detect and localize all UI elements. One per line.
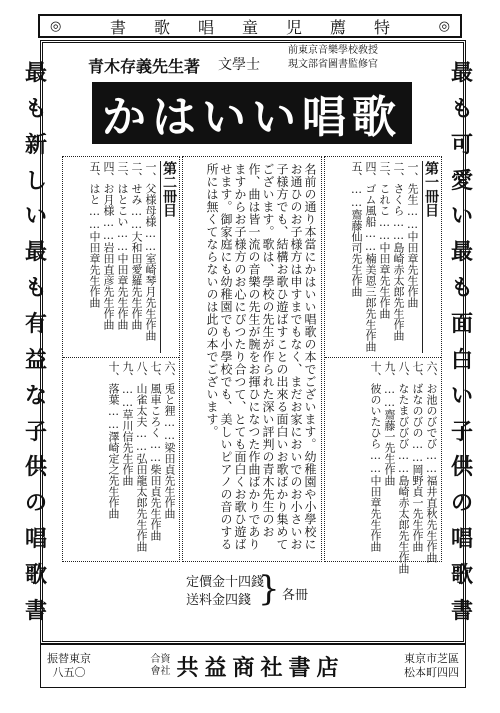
volume-label: 第一冊目	[422, 161, 437, 353]
track-item: 二、せみ……大和田愛羅先生作曲	[130, 161, 143, 330]
slogan-char: 面	[450, 311, 473, 338]
left-contents-panel	[62, 156, 180, 562]
vol2-bottom	[63, 357, 179, 563]
track-item: 六、兎と狸……梁田貞先生作曲	[163, 361, 176, 519]
slogan-char: も	[24, 275, 47, 302]
track-item: 五、はと……中田章先生作曲	[88, 161, 101, 308]
address-line: 東京市芝區	[403, 652, 459, 665]
description-text: 名前の通り本當にかはいい唱歌の本でございます。幼稚園や小學校にお通ひのお子様方は申すまでもなく、まだお家においでのお小さいお子様方でも、結構お歌ひ遊ばすことの出來る面白いお歌ばかり集めてございます。歌は、學校の先生が作られた深い評判の青木先生のお作、曲は皆一流の音樂の先生が腕をお揮ひになつた作曲ばかりでありますからお子様方のお心にぴつたり合つて、とても面白くお歌ひ遊ばせます。御家庭にも幼稚園でも小學校でも、美しいピアノの音のする所には無くてならないのは此の本でございます。	[205, 163, 317, 551]
right-slogan	[444, 62, 480, 622]
vol1-tracklist-2	[329, 361, 438, 574]
description-panel	[182, 156, 322, 562]
slogan-char: 子	[450, 418, 473, 445]
track-item: 二、さくら……島崎赤太郎先生作曲	[392, 161, 405, 341]
slogan-char: の	[24, 490, 47, 517]
track-item: 五、……齋藤仙司先生作曲	[350, 161, 363, 297]
brace-icon: }	[258, 569, 280, 609]
slogan-char: 書	[24, 597, 47, 624]
vol2-tracklist	[67, 161, 175, 353]
banner-mark-left: ◎	[50, 18, 62, 34]
slogan-char: 新	[24, 131, 47, 158]
slogan-char: 益	[24, 346, 47, 373]
endorsement-line: 現文部省圖書監修官	[288, 59, 378, 70]
endorsement	[288, 44, 378, 72]
right-contents-panel	[324, 156, 442, 574]
track-item: 三、はとこい……中田章先生作曲	[116, 161, 129, 330]
slogan-char: し	[24, 167, 47, 194]
track-item: 八、なたまびびび……島崎赤太郎先生作曲	[397, 361, 410, 574]
transfer-account	[47, 652, 91, 680]
banner-char: 特	[374, 17, 391, 37]
slogan-char: 可	[450, 131, 473, 158]
slogan-char: い	[450, 382, 473, 409]
slogan-char: 歌	[24, 562, 47, 589]
publisher-address	[404, 652, 459, 680]
slogan-char: 供	[24, 454, 47, 481]
slogan-char: 白	[450, 346, 473, 373]
slogan-char: な	[24, 382, 47, 409]
publisher-name: 共益商社書店	[176, 655, 345, 681]
transfer-line: 八五〇	[52, 666, 86, 679]
track-item: 七、ばなのびの……岡野貞一先生作曲	[411, 361, 424, 552]
slogan-char: い	[450, 203, 473, 230]
track-item: 九、……草川信先生作曲	[121, 361, 134, 486]
slogan-char: 唱	[450, 526, 473, 553]
address-line: 松本町四四	[403, 666, 459, 679]
track-item: 四、ゴム風船……楠美恩三郎先生作曲	[364, 161, 377, 352]
slogan-char: 最	[24, 60, 47, 86]
price-row: 定價金十四錢	[186, 575, 265, 590]
banner-char: 書	[109, 17, 126, 37]
slogan-char: 唱	[24, 526, 47, 553]
slogan-char: 子	[24, 418, 47, 445]
transfer-line: 振替東京	[47, 652, 91, 665]
slogan-char: 有	[24, 311, 47, 338]
track-item: 十、彼のいたひら……中田章先生作曲	[369, 361, 382, 552]
left-slogan	[18, 62, 54, 622]
price-suffix: 各冊	[282, 588, 309, 603]
top-banner	[38, 14, 462, 38]
slogan-char: 愛	[450, 167, 473, 194]
track-item: 一、先生……中田章先生作曲	[406, 161, 419, 308]
slogan-char: 最	[450, 60, 473, 86]
track-item: 八、山雀太夫……弘田龍太郎先生作曲	[135, 361, 148, 552]
slogan-char: 供	[450, 454, 473, 481]
slogan-char: 最	[450, 239, 473, 266]
slogan-char: の	[450, 490, 473, 517]
track-item: 四、お月様……岩田直彦先生作曲	[102, 161, 115, 330]
vol1-bottom	[325, 357, 441, 574]
company-type	[150, 654, 170, 678]
track-item: 十、落葉……澤崎定之先生作曲	[107, 361, 120, 519]
banner-char: 唱	[197, 17, 214, 37]
vol2-top	[63, 157, 179, 358]
author-line: 青木存義先生著	[88, 57, 201, 76]
title-box	[92, 82, 412, 144]
banner-char: 童	[241, 17, 258, 37]
banner-mark-right: ◎	[438, 18, 450, 34]
slogan-char: 書	[450, 597, 473, 624]
price-block	[186, 574, 264, 610]
endorsement-line: 前東京音樂學校敎授	[288, 45, 378, 56]
vol2-tracklist-2	[67, 361, 175, 559]
banner-char: 児	[286, 17, 303, 37]
volume-label: 第二冊目	[160, 161, 175, 353]
company-type-line: 合資	[150, 654, 171, 665]
banner-char: 歌	[153, 17, 170, 37]
track-item: 九、……齋藤一先生作曲	[383, 361, 396, 486]
track-item: 一、父様母様……室崎琴月先生作曲	[144, 161, 157, 341]
slogan-char: も	[450, 95, 473, 122]
book-title: かはいい唱歌	[102, 92, 402, 143]
track-item: 六、お池のびでび……福井直秋先生作曲	[425, 361, 438, 563]
proofreader-line: 文學士	[218, 57, 260, 73]
slogan-char: い	[24, 203, 47, 230]
slogan-char: 最	[24, 239, 47, 266]
banner-char: 薦	[330, 17, 347, 37]
slogan-char: 歌	[450, 562, 473, 589]
track-item: 七、風車ころく……柴田貞先生作曲	[149, 361, 162, 541]
vol1-top	[325, 157, 441, 358]
slogan-char: も	[24, 95, 47, 122]
publisher-block	[150, 651, 344, 682]
slogan-char: も	[450, 275, 473, 302]
shipping-row: 送料金四錢	[186, 593, 252, 608]
publisher-footer	[40, 644, 466, 688]
track-item: 三、これこ……中田章先生作曲	[378, 161, 391, 319]
banner-title	[110, 15, 390, 38]
company-type-line: 會社	[150, 666, 171, 677]
vol1-tracklist	[329, 161, 437, 353]
